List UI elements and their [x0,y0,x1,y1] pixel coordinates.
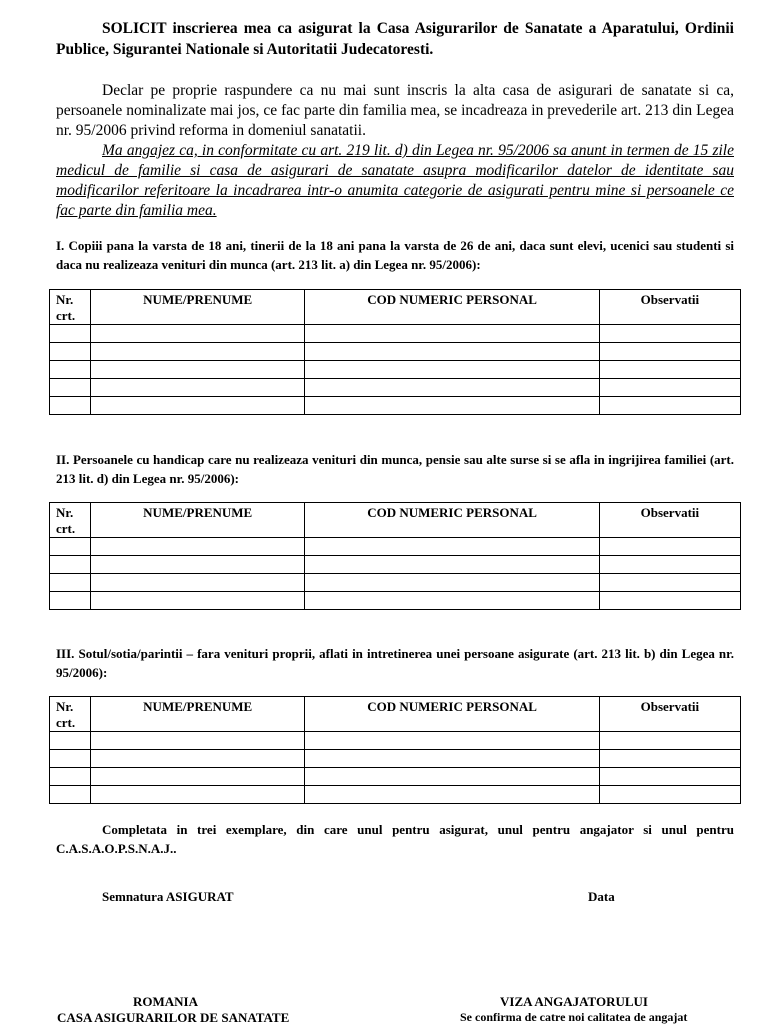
cell-nr[interactable] [50,343,91,361]
cell-cnp[interactable] [305,325,599,343]
request-statement: SOLICIT inscrierea mea ca asigurat la Casa Asigurarilor de Sanatate a Aparatului, Ordinii Publice, Sigurantei Nationale si Autoritatii Judecatoresti. [56,20,734,58]
cell-nr[interactable] [50,325,91,343]
cell-name[interactable] [91,343,305,361]
cell-observations[interactable] [599,768,740,786]
cell-cnp[interactable] [305,343,599,361]
header-nr-crt: Nr. crt. [50,290,91,325]
cell-cnp[interactable] [305,732,599,750]
cell-observations[interactable] [599,343,740,361]
cell-name[interactable] [91,538,305,556]
cell-nr[interactable] [50,361,91,379]
table-header-row [50,697,741,732]
cell-observations[interactable] [599,592,740,610]
completion-note: Completata in trei exemplare, din care unul pentru asigurat, unul pentru angajator si unul pentru C.A.S.A.O.P.S.N.A.J.. [56,822,734,856]
cell-nr[interactable] [50,397,91,415]
cell-observations[interactable] [599,786,740,804]
section-3-title: III. Sotul/sotia/parintii – fara venituri proprii, aflati in intretinerea unei persoane asigurate (art. 213 lit. b) din Legea nr. 95/2006): [56,646,734,680]
cell-cnp[interactable] [305,379,599,397]
table-row [50,397,741,415]
table-row [50,574,741,592]
cell-name[interactable] [91,397,305,415]
header-name: NUME/PRENUME [91,697,305,732]
table-row [50,768,741,786]
section-1-table [49,289,741,415]
footer-institution: CASA ASIGURARILOR DE SANATATE [57,1010,290,1025]
cell-observations[interactable] [599,361,740,379]
cell-observations[interactable] [599,750,740,768]
header-cnp: COD NUMERIC PERSONAL [305,290,599,325]
cell-name[interactable] [91,592,305,610]
cell-cnp[interactable] [305,750,599,768]
header-cnp: COD NUMERIC PERSONAL [305,697,599,732]
cell-name[interactable] [91,574,305,592]
cell-observations[interactable] [599,556,740,574]
cell-cnp[interactable] [305,574,599,592]
cell-observations[interactable] [599,397,740,415]
cell-name[interactable] [91,732,305,750]
employer-confirmation: Se confirma de catre noi calitatea de angajat [460,1010,688,1024]
table-row [50,538,741,556]
section-1-title: I. Copiii pana la varsta de 18 ani, tinerii de la 18 ani pana la varsta de 26 de ani, daca sunt elevi, ucenici sau studenti si daca nu realizeaza venituri din munca (art. 213 lit. a) din Legea nr. 95/2006): [56,238,734,272]
table-row [50,732,741,750]
cell-nr[interactable] [50,556,91,574]
cell-nr[interactable] [50,786,91,804]
header-cnp: COD NUMERIC PERSONAL [305,503,599,538]
cell-nr[interactable] [50,750,91,768]
cell-observations[interactable] [599,538,740,556]
cell-nr[interactable] [50,768,91,786]
cell-name[interactable] [91,768,305,786]
cell-name[interactable] [91,750,305,768]
header-nr-crt: Nr. crt. [50,503,91,538]
cell-name[interactable] [91,379,305,397]
cell-observations[interactable] [599,325,740,343]
footer-country: ROMANIA [133,994,198,1009]
table-row [50,786,741,804]
signature-label: Semnatura ASIGURAT [102,889,234,904]
cell-cnp[interactable] [305,592,599,610]
cell-observations[interactable] [599,732,740,750]
cell-observations[interactable] [599,379,740,397]
table-header-row [50,503,741,538]
cell-nr[interactable] [50,379,91,397]
section-2-title: II. Persoanele cu handicap care nu realizeaza venituri din munca, pensie sau alte surse si se afla in ingrijirea familiei (art. 213 lit. d) din Legea nr. 95/2006): [56,452,734,486]
cell-cnp[interactable] [305,397,599,415]
table-row [50,750,741,768]
cell-name[interactable] [91,325,305,343]
cell-nr[interactable] [50,732,91,750]
table-row [50,592,741,610]
cell-nr[interactable] [50,592,91,610]
cell-name[interactable] [91,556,305,574]
cell-cnp[interactable] [305,556,599,574]
header-observations: Observatii [599,290,740,325]
cell-cnp[interactable] [305,768,599,786]
cell-name[interactable] [91,361,305,379]
header-observations: Observatii [599,503,740,538]
table-row [50,343,741,361]
section-3-table [49,696,741,804]
section-2-table [49,502,741,610]
cell-nr[interactable] [50,538,91,556]
cell-cnp[interactable] [305,538,599,556]
cell-cnp[interactable] [305,786,599,804]
declaration-paragraph: Declar pe proprie raspundere ca nu mai sunt inscris la alta casa de asigurari de sanatate si ca, persoanele nominalizate mai jos, ce fac parte din familia mea, se incadreaza in prevederile art. 213 din Legea nr. 95/2006 privind reforma in domeniul sanatatii. [56,82,734,139]
header-observations: Observatii [599,697,740,732]
cell-cnp[interactable] [305,361,599,379]
cell-name[interactable] [91,786,305,804]
header-nr-crt: Nr. crt. [50,697,91,732]
table-row [50,361,741,379]
commitment-paragraph: Ma angajez ca, in conformitate cu art. 219 lit. d) din Legea nr. 95/2006 sa anunt in termen de 15 zile medicul de familie si casa de asigurari de sanatate asupra modificarilor datelor de identitate sau modificarilor referitoare la incadrarea intr-o anumita categorie de asigurati pentru mine si persoanele ce fac parte din familia mea. [56,142,734,219]
table-header-row [50,290,741,325]
employer-visa-title: VIZA ANGAJATORULUI [500,994,648,1009]
table-row [50,379,741,397]
cell-nr[interactable] [50,574,91,592]
table-row [50,556,741,574]
table-row [50,325,741,343]
cell-observations[interactable] [599,574,740,592]
date-label: Data [588,889,615,904]
header-name: NUME/PRENUME [91,290,305,325]
header-name: NUME/PRENUME [91,503,305,538]
